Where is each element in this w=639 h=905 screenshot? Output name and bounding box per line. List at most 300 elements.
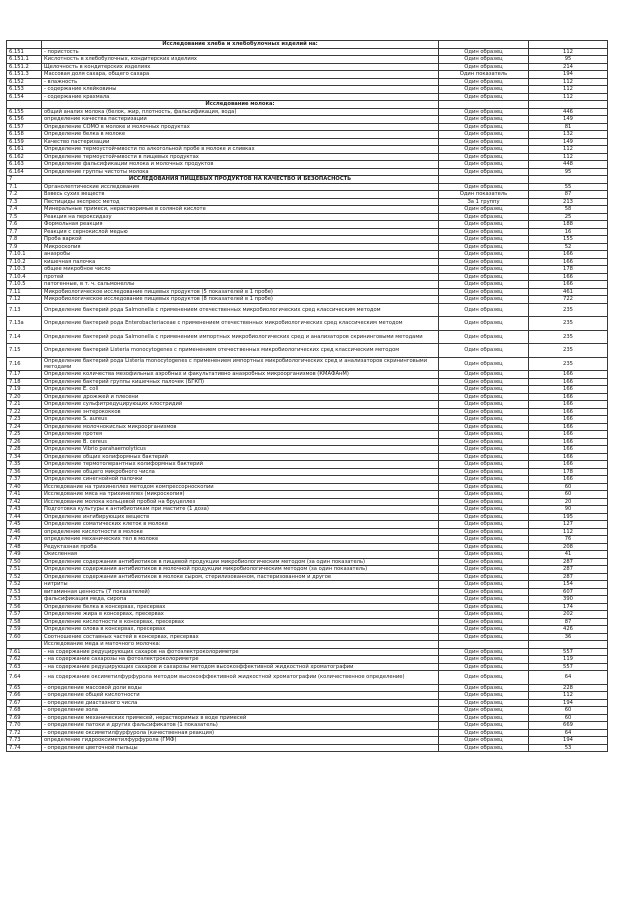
row-code: 7.25 <box>7 431 42 439</box>
table-row <box>7 48 608 56</box>
table-row <box>7 663 608 671</box>
row-unit: Один образец <box>439 714 529 722</box>
row-name: определение гидрооксиметилфурфурола (ГМФ) <box>42 737 439 745</box>
row-unit: Один образец <box>439 491 529 499</box>
section-header-row <box>7 176 608 184</box>
row-unit: Один образец <box>439 63 529 71</box>
row-unit <box>439 41 529 49</box>
row-price: 149 <box>529 116 608 124</box>
row-price: 166 <box>529 476 608 484</box>
row-code: 7.41 <box>7 491 42 499</box>
row-name: Определение бактерий Listeria monocytogenes с применением отечественных микробиологических сред классическим методом <box>42 344 439 358</box>
row-price: 132 <box>529 131 608 139</box>
table-row <box>7 416 608 424</box>
row-name: - на содержание редуцирующих сахаров на фотоэлектроколориметре <box>42 648 439 656</box>
row-unit: Один образец <box>439 116 529 124</box>
row-code: 7.70 <box>7 722 42 730</box>
row-name: кишечная палочка <box>42 258 439 266</box>
row-unit: Один образец <box>439 498 529 506</box>
row-unit: Один образец <box>439 744 529 752</box>
row-price: 55 <box>529 183 608 191</box>
row-unit: Один образец <box>439 393 529 401</box>
table-row <box>7 729 608 737</box>
row-unit: Один образец <box>439 146 529 154</box>
table-row <box>7 744 608 752</box>
row-unit: Один образец <box>439 468 529 476</box>
row-unit <box>439 641 529 649</box>
table-row <box>7 684 608 692</box>
row-code: 6.153 <box>7 86 42 94</box>
row-unit: Один образец <box>439 273 529 281</box>
row-code: 7.74 <box>7 744 42 752</box>
row-name: Определение жира в консервах, пресервах <box>42 611 439 619</box>
section-header-row <box>7 101 608 109</box>
row-code: 6.161 <box>7 146 42 154</box>
row-code: 7.50 <box>7 558 42 566</box>
row-name: Определение B. cereus <box>42 438 439 446</box>
row-name: Определение содержания антибиотиков в молоке сыром, стерилизованном, пастеризованном и другое <box>42 573 439 581</box>
row-name: Определение белка в консервах, пресервах <box>42 603 439 611</box>
row-price: 20 <box>529 498 608 506</box>
price-list-document <box>6 40 606 752</box>
row-price: 112 <box>529 78 608 86</box>
row-unit <box>439 176 529 184</box>
row-price: 669 <box>529 722 608 730</box>
row-name: - на содержание редуцирующих сахаров и сахарозы методом высокоэффективной жидкостной хроматографии <box>42 663 439 671</box>
row-name: - содержание клейковины <box>42 86 439 94</box>
row-unit: Один образец <box>439 266 529 274</box>
row-code: 6.154 <box>7 93 42 101</box>
row-code: 7.49 <box>7 551 42 559</box>
row-price: 195 <box>529 513 608 521</box>
row-code: 7.11 <box>7 288 42 296</box>
row-code: 7.18 <box>7 378 42 386</box>
row-code: 7.62 <box>7 656 42 664</box>
row-code: 7.48 <box>7 543 42 551</box>
row-price: 213 <box>529 198 608 206</box>
row-unit: Один образец <box>439 573 529 581</box>
row-code: 6.159 <box>7 138 42 146</box>
table-row <box>7 491 608 499</box>
row-code: 7.3 <box>7 198 42 206</box>
table-row <box>7 528 608 536</box>
row-name: Качество пастеризации <box>42 138 439 146</box>
row-unit: Один образец <box>439 663 529 671</box>
table-row <box>7 453 608 461</box>
row-name: Определение дрожжей и плесени <box>42 393 439 401</box>
row-price: 166 <box>529 273 608 281</box>
row-name: Исследование молока: <box>42 101 439 109</box>
row-price: 95 <box>529 168 608 176</box>
row-unit: Один образец <box>439 401 529 409</box>
row-price: 166 <box>529 446 608 454</box>
table-row <box>7 648 608 656</box>
row-name: - содержание крахмала <box>42 93 439 101</box>
row-name: Определение фальсификации молока и молочных продуктов <box>42 161 439 169</box>
row-name: общий анализ молока (белок, жир, плотность, фальсификация, вода) <box>42 108 439 116</box>
row-name: Определение содержания антибиотиков в пищевой продукции микробиологическим методом (за один показатель) <box>42 558 439 566</box>
row-code: 7.12 <box>7 296 42 304</box>
table-row <box>7 722 608 730</box>
row-unit: Один образец <box>439 684 529 692</box>
row-unit: Один образец <box>439 423 529 431</box>
row-code: 7.22 <box>7 408 42 416</box>
row-code: 7.24 <box>7 423 42 431</box>
row-code: 7.59 <box>7 626 42 634</box>
row-price: 112 <box>529 86 608 94</box>
row-name: определение механических тел в молоке <box>42 536 439 544</box>
row-code: 7.8 <box>7 236 42 244</box>
row-price: 81 <box>529 123 608 131</box>
row-name: Определение общих колиформных бактерий <box>42 453 439 461</box>
table-row <box>7 423 608 431</box>
row-price: 41 <box>529 551 608 559</box>
row-name: Взвесь сухих веществ <box>42 191 439 199</box>
table-row <box>7 393 608 401</box>
row-code: 7.68 <box>7 707 42 715</box>
table-row <box>7 558 608 566</box>
row-price: 58 <box>529 206 608 214</box>
row-name: Массовая доля сахара, общего сахара <box>42 71 439 79</box>
row-unit: Один образец <box>439 611 529 619</box>
row-price: 194 <box>529 699 608 707</box>
row-price: 166 <box>529 431 608 439</box>
row-price: 112 <box>529 692 608 700</box>
row-unit: Один образец <box>439 603 529 611</box>
table-row <box>7 168 608 176</box>
row-unit: Один образец <box>439 183 529 191</box>
row-code: 6.162 <box>7 153 42 161</box>
row-unit: Один образец <box>439 483 529 491</box>
row-code: 7 <box>7 176 42 184</box>
row-code: 7.13 <box>7 303 42 317</box>
table-row <box>7 498 608 506</box>
table-row <box>7 603 608 611</box>
table-row <box>7 228 608 236</box>
row-name: Минеральные примеси, нерастворимые в соляной кислоте <box>42 206 439 214</box>
row-name: Определение кислотности в консервах, пресервах <box>42 618 439 626</box>
row-code: 7.63 <box>7 663 42 671</box>
row-price: 607 <box>529 588 608 596</box>
row-code: 7.43 <box>7 506 42 514</box>
row-price: 76 <box>529 536 608 544</box>
table-row <box>7 344 608 358</box>
row-unit: Один образец <box>439 461 529 469</box>
row-code: 7.2 <box>7 191 42 199</box>
row-price: 112 <box>529 153 608 161</box>
row-unit: Один образец <box>439 344 529 358</box>
row-code: 7.10.2 <box>7 258 42 266</box>
table-row <box>7 737 608 745</box>
row-name: определение кислотности в молоке <box>42 528 439 536</box>
row-code: 6.151.3 <box>7 71 42 79</box>
row-name: Исследование на трихинеллез методом компрессорноскопии <box>42 483 439 491</box>
row-code: 7.10.1 <box>7 251 42 259</box>
row-price: 60 <box>529 491 608 499</box>
row-unit: Один образец <box>439 506 529 514</box>
table-row <box>7 446 608 454</box>
row-unit: Один образец <box>439 543 529 551</box>
table-row <box>7 611 608 619</box>
row-unit: Один образец <box>439 243 529 251</box>
row-code: 7.52 <box>7 581 42 589</box>
row-price: 25 <box>529 213 608 221</box>
row-code: 6.163 <box>7 161 42 169</box>
row-price: 166 <box>529 378 608 386</box>
row-code: 7.40 <box>7 483 42 491</box>
table-row <box>7 116 608 124</box>
row-name: Определение СОМО в молоке и молочных продуктах <box>42 123 439 131</box>
row-unit: Один образец <box>439 536 529 544</box>
row-code: 7.13а <box>7 317 42 331</box>
table-row <box>7 131 608 139</box>
row-unit: Один образец <box>439 161 529 169</box>
row-name: Микробиологическое исследование пищевых продуктов (5 показателей в 1 пробе) <box>42 288 439 296</box>
row-price: 112 <box>529 93 608 101</box>
row-unit: Один образец <box>439 48 529 56</box>
section-header-row <box>7 41 608 49</box>
row-price: 166 <box>529 401 608 409</box>
row-name: - влажность <box>42 78 439 86</box>
row-unit: Один образец <box>439 626 529 634</box>
row-code: 6.156 <box>7 116 42 124</box>
row-unit <box>439 101 529 109</box>
table-row <box>7 146 608 154</box>
row-name: Определение группы чистоты молока <box>42 168 439 176</box>
table-row <box>7 588 608 596</box>
row-name: - определение механических примесей, нерастворимых в воде примесей <box>42 714 439 722</box>
row-code: 7.52 <box>7 573 42 581</box>
row-price: 166 <box>529 386 608 394</box>
row-name: - определение патоки и других фальсификатов (1 показатель) <box>42 722 439 730</box>
row-unit: Один образец <box>439 438 529 446</box>
row-price: 60 <box>529 714 608 722</box>
row-code: 7.36 <box>7 468 42 476</box>
table-row <box>7 386 608 394</box>
row-name: Определение олова в консервах, пресервах <box>42 626 439 634</box>
row-code: 7.17 <box>7 371 42 379</box>
row-unit: Один образец <box>439 131 529 139</box>
row-price: 235 <box>529 303 608 317</box>
row-price: 166 <box>529 251 608 259</box>
row-code: 7.21 <box>7 401 42 409</box>
row-code: 7.65 <box>7 684 42 692</box>
row-unit: Один образец <box>439 528 529 536</box>
table-row <box>7 206 608 214</box>
row-name: Определение бактерий рода Salmonella с применением отечественных микробиологических сред классическим методом <box>42 303 439 317</box>
row-name: Реакция на пероксидазу <box>42 213 439 221</box>
row-name: Определение термоустойчивости в пищевых продуктах <box>42 153 439 161</box>
row-name: ИССЛЕДОВАНИЯ ПИЩЕВЫХ ПРОДУКТОВ НА КАЧЕСТВО И БЕЗОПАСНОСТЬ <box>42 176 439 184</box>
row-price: 426 <box>529 626 608 634</box>
table-row <box>7 330 608 344</box>
row-price: 87 <box>529 618 608 626</box>
row-name: Щелочность в кондитерских изделиях <box>42 63 439 71</box>
row-unit: Один образец <box>439 618 529 626</box>
row-price: 235 <box>529 317 608 331</box>
table-row <box>7 543 608 551</box>
row-code: 7.60 <box>7 633 42 641</box>
row-price: 36 <box>529 633 608 641</box>
row-code: 7.51 <box>7 566 42 574</box>
row-price: 214 <box>529 63 608 71</box>
row-name: Определение S. aureus <box>42 416 439 424</box>
row-code: 7.66 <box>7 692 42 700</box>
row-code: 7.57 <box>7 611 42 619</box>
row-name: Определение сульфитредуцирующих клостридий <box>42 401 439 409</box>
row-unit: Один образец <box>439 476 529 484</box>
row-price: 16 <box>529 228 608 236</box>
table-row <box>7 303 608 317</box>
row-price: 188 <box>529 221 608 229</box>
row-unit: Один образец <box>439 378 529 386</box>
table-row <box>7 408 608 416</box>
row-code: 7.42 <box>7 498 42 506</box>
table-row <box>7 221 608 229</box>
table-row <box>7 281 608 289</box>
row-code: 7.45 <box>7 521 42 529</box>
table-row <box>7 123 608 131</box>
row-unit: Один образец <box>439 453 529 461</box>
table-row <box>7 714 608 722</box>
table-row <box>7 573 608 581</box>
row-name: - определение зола <box>42 707 439 715</box>
row-name: Определение содержания антибиотиков в молочной продукции микробиологическим методом (за один показатель) <box>42 566 439 574</box>
row-price <box>529 176 608 184</box>
row-unit: Один образец <box>439 153 529 161</box>
row-unit: Один образец <box>439 699 529 707</box>
row-code: 7.46 <box>7 528 42 536</box>
row-code <box>7 41 42 49</box>
row-code: 6.158 <box>7 131 42 139</box>
row-price: 235 <box>529 344 608 358</box>
row-code: 7.20 <box>7 393 42 401</box>
row-price: 112 <box>529 528 608 536</box>
row-name: Определение белка в молоке <box>42 131 439 139</box>
table-row <box>7 656 608 664</box>
row-unit: Один образец <box>439 416 529 424</box>
row-unit: Один образец <box>439 123 529 131</box>
row-unit: Один образец <box>439 648 529 656</box>
row-name: Определение протея <box>42 431 439 439</box>
row-name: нитриты <box>42 581 439 589</box>
row-unit: Один образец <box>439 258 529 266</box>
row-unit: Один образец <box>439 558 529 566</box>
row-unit: Один образец <box>439 707 529 715</box>
row-unit: Один образец <box>439 737 529 745</box>
row-unit: Один образец <box>439 303 529 317</box>
row-code: 7.14 <box>7 330 42 344</box>
row-price: 202 <box>529 611 608 619</box>
row-price: 64 <box>529 729 608 737</box>
table-row <box>7 273 608 281</box>
row-name: Определение бактерий рода Listeria monocytogenes с применением импортных микробиологических сред и анализаторов скрининговыми методами <box>42 357 439 371</box>
row-unit: Один образец <box>439 236 529 244</box>
row-name: Окисленная <box>42 551 439 559</box>
row-name: Определение соматических клеток в молоке <box>42 521 439 529</box>
row-code: 6.151.1 <box>7 56 42 64</box>
table-row <box>7 438 608 446</box>
table-row <box>7 243 608 251</box>
row-name: - определение диастазного числа <box>42 699 439 707</box>
row-name: фальсификация меда, сиропа <box>42 596 439 604</box>
row-unit: Один образец <box>439 78 529 86</box>
row-unit: За 1 группу <box>439 198 529 206</box>
table-row <box>7 513 608 521</box>
row-price: 194 <box>529 737 608 745</box>
row-price: 208 <box>529 543 608 551</box>
row-unit: Один образец <box>439 138 529 146</box>
table-row <box>7 213 608 221</box>
row-unit: Один образец <box>439 581 529 589</box>
row-code: 7.15 <box>7 344 42 358</box>
row-unit: Один образец <box>439 296 529 304</box>
row-name: витаминная ценность (7 показателей) <box>42 588 439 596</box>
row-price: 446 <box>529 108 608 116</box>
table-row <box>7 378 608 386</box>
row-name: - на содержание сахарозы на фотоэлектроколориметре <box>42 656 439 664</box>
row-name: Пестициды экспресс метод <box>42 198 439 206</box>
row-unit: Один образец <box>439 656 529 664</box>
row-name: Исследование молока кольцевой пробой на бруцеллез <box>42 498 439 506</box>
row-price: 178 <box>529 266 608 274</box>
row-name: Реакция с сернокислой медью <box>42 228 439 236</box>
row-unit: Один образец <box>439 86 529 94</box>
row-code: 6.151.2 <box>7 63 42 71</box>
row-name: - на содержание оксиметилфурфурола методом высокоэффективной жидкостной хроматографии (количественное определение) <box>42 671 439 685</box>
row-price: 557 <box>529 663 608 671</box>
row-name: Определение бактерий рода Salmonella с применением импортных микробиологических сред и анализаторов скрининговыми методами <box>42 330 439 344</box>
table-row <box>7 371 608 379</box>
row-unit: Один образец <box>439 722 529 730</box>
row-unit: Один образец <box>439 513 529 521</box>
row-price: 557 <box>529 648 608 656</box>
row-code: 6.155 <box>7 108 42 116</box>
row-name: Органолептические исследования <box>42 183 439 191</box>
table-row <box>7 476 608 484</box>
row-code: 7.10.5 <box>7 281 42 289</box>
row-price: 166 <box>529 423 608 431</box>
row-code: 7.7 <box>7 228 42 236</box>
row-unit: Один образец <box>439 317 529 331</box>
row-unit: Один образец <box>439 596 529 604</box>
table-row <box>7 483 608 491</box>
row-code <box>7 101 42 109</box>
row-name: патогенные, в т. ч. сальмонеллы <box>42 281 439 289</box>
row-name: Определение термотолерантных колиформных бактерий <box>42 461 439 469</box>
row-code: 7.35 <box>7 461 42 469</box>
row-name: Проба варкой <box>42 236 439 244</box>
row-price: 166 <box>529 461 608 469</box>
row-code: 7.37 <box>7 476 42 484</box>
row-name: Соотношение составных частей в консервах, пресервах <box>42 633 439 641</box>
row-price: 287 <box>529 566 608 574</box>
row-name: Определение бактерий группы кишечных палочек (БГКП) <box>42 378 439 386</box>
row-price: 228 <box>529 684 608 692</box>
table-row <box>7 468 608 476</box>
row-unit: Один образец <box>439 228 529 236</box>
row-unit: Один образец <box>439 671 529 685</box>
table-row <box>7 108 608 116</box>
table-row <box>7 633 608 641</box>
table-row <box>7 431 608 439</box>
row-price: 194 <box>529 71 608 79</box>
row-code: 7.73 <box>7 737 42 745</box>
table-row <box>7 536 608 544</box>
row-name: Редуктазная проба <box>42 543 439 551</box>
row-code: 7.16 <box>7 357 42 371</box>
row-code: 7.67 <box>7 699 42 707</box>
